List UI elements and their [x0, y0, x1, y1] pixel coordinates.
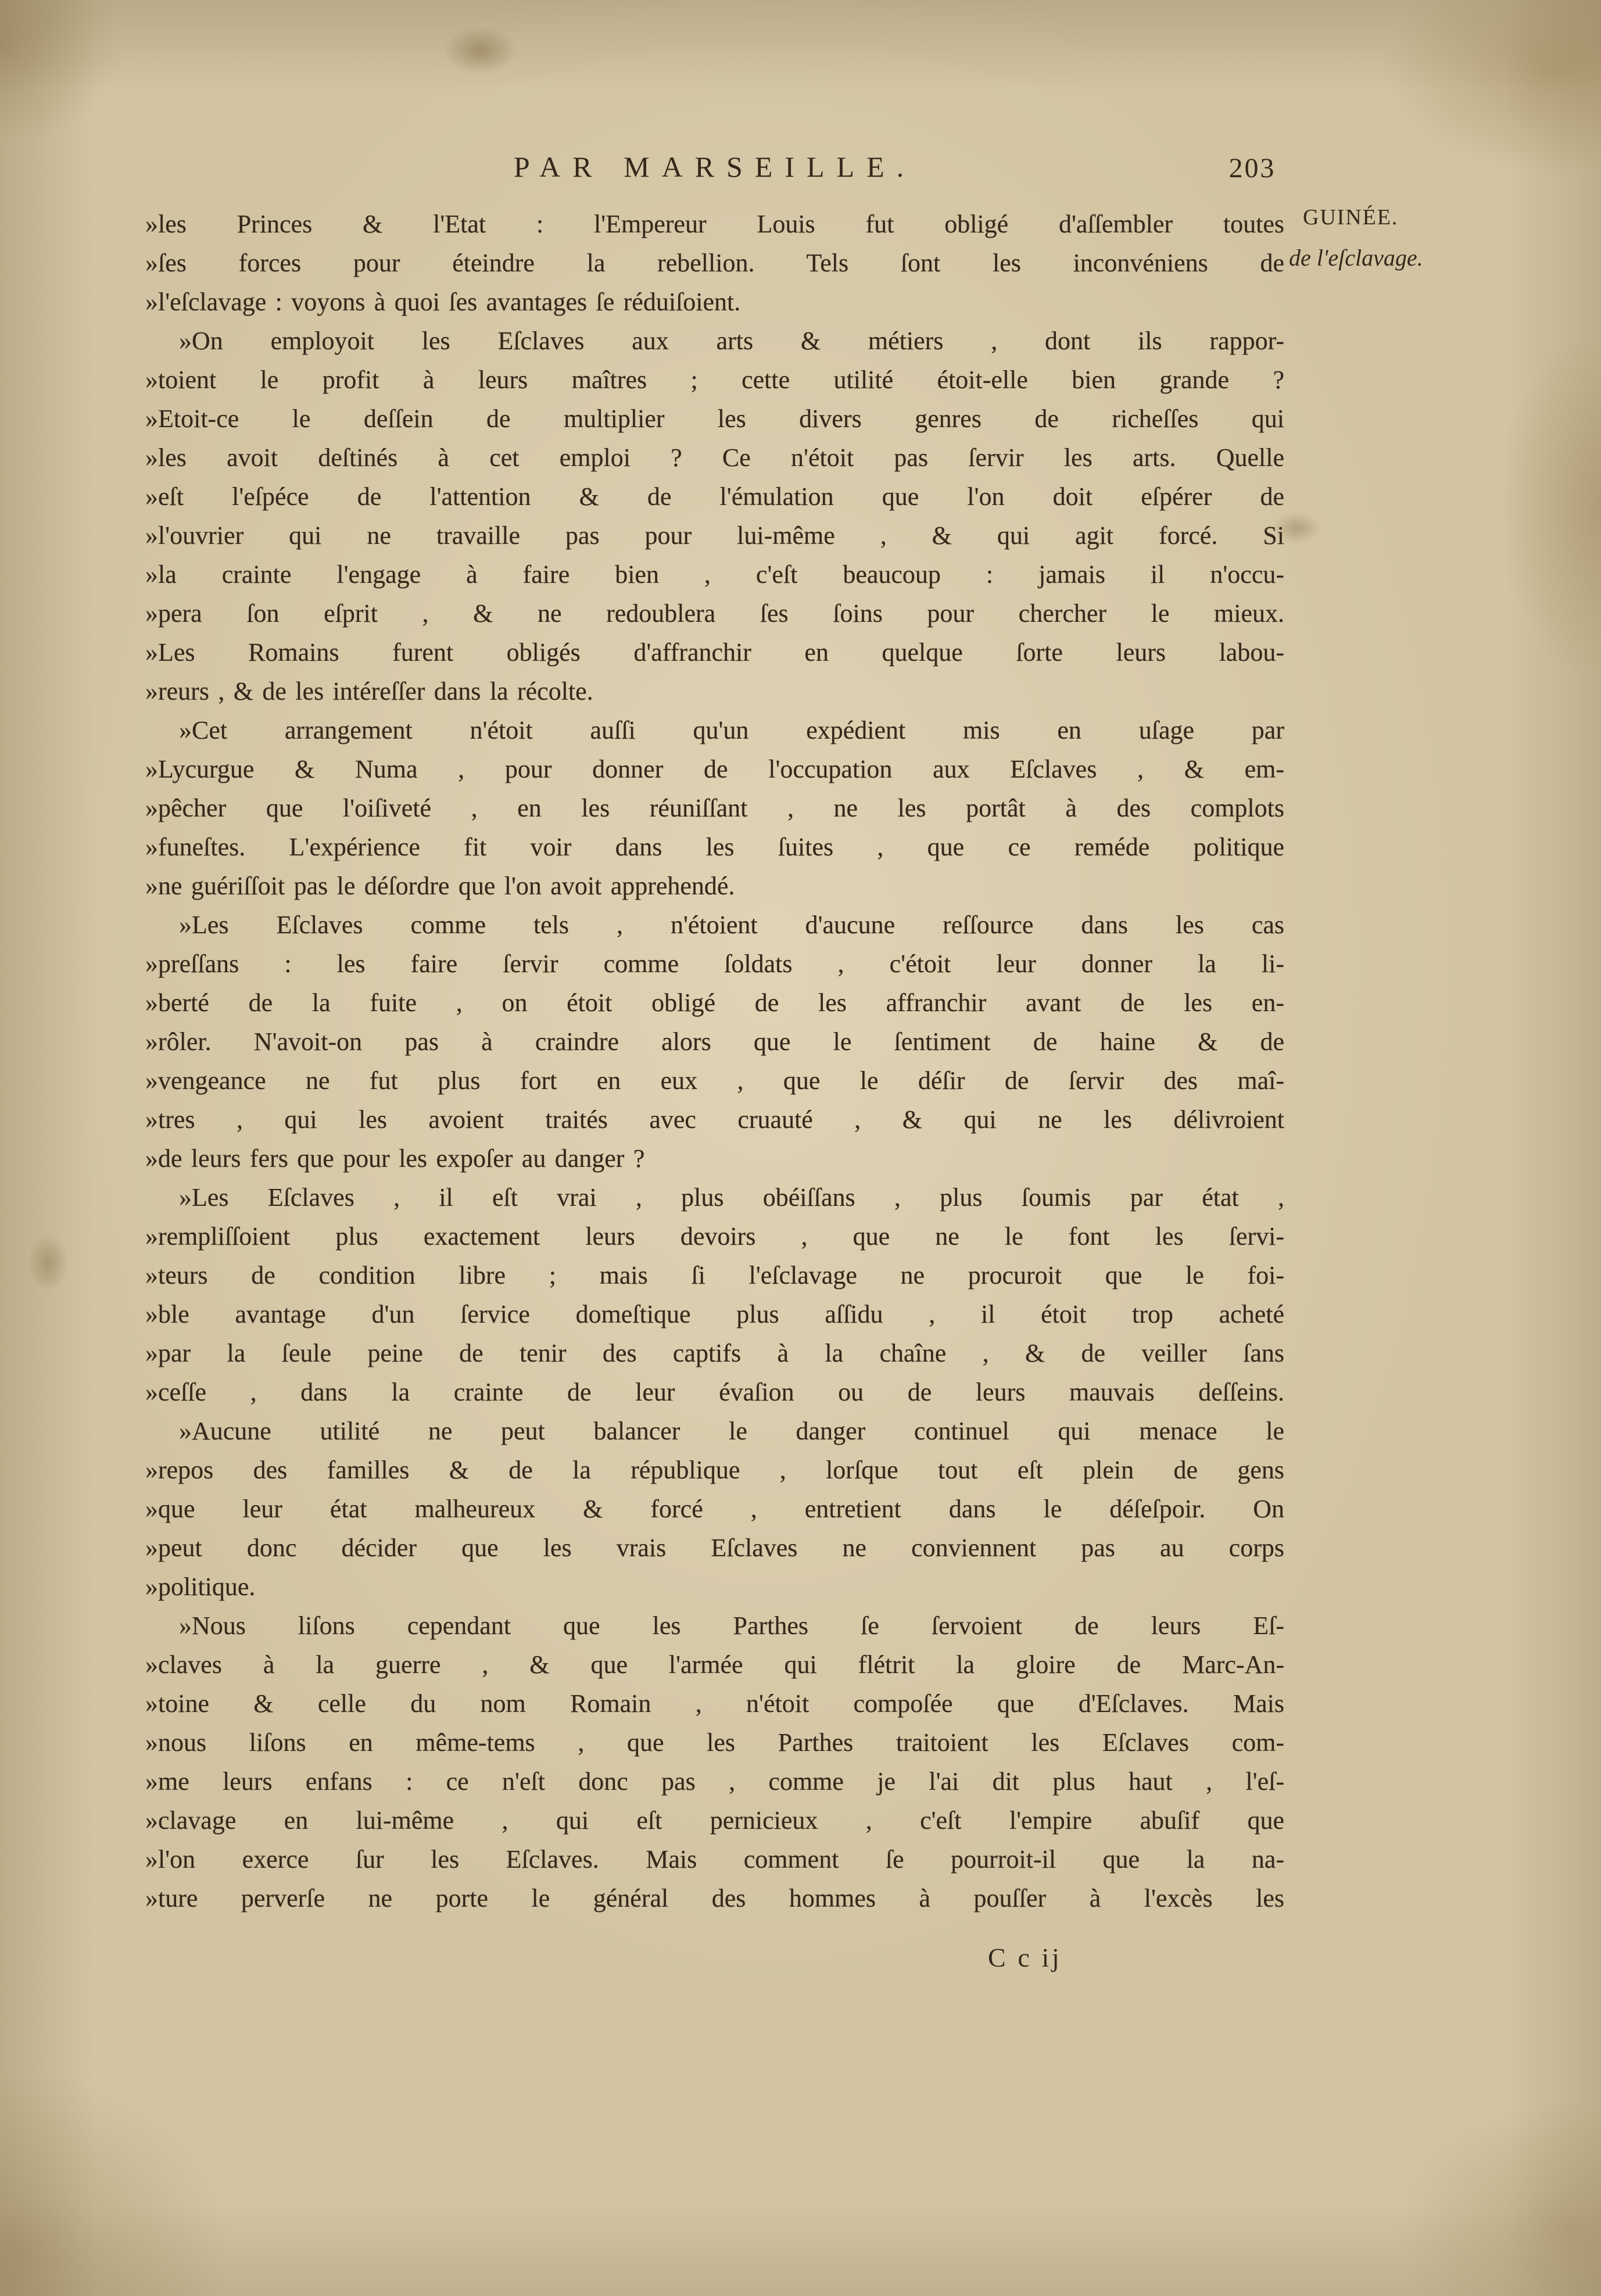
text-line: »peut donc décider que les vrais Eſclaves ne conviennent pas au corps: [145, 1534, 1284, 1562]
text-line: »Les Romains furent obligés d'affranchir en quelque ſorte leurs labou-: [145, 638, 1284, 667]
text-line: »les avoit deſtinés à cet emploi ? Ce n'étoit pas ſervir les arts. Quelle: [145, 443, 1284, 472]
text-line: »Cet arrangement n'étoit auſſi qu'un expédient mis en uſage par: [179, 716, 1284, 744]
text-line: »ceſſe , dans la crainte de leur évaſion ou de leurs mauvais deſſeins.: [145, 1378, 1284, 1406]
text-line: »Les Eſclaves comme tels , n'étoient d'aucune reſſource dans les cas: [179, 911, 1284, 939]
text-line: »ture perverſe ne porte le général des hommes à pouſſer à l'excès les: [145, 1884, 1284, 1912]
text-line: »claves à la guerre , & que l'armée qui flétrit la gloire de Marc-An-: [145, 1650, 1284, 1679]
text-line: »preſſans : les faire ſervir comme ſoldats , c'étoit leur donner la li-: [145, 950, 1284, 978]
text-line: »toient le profit à leurs maîtres ; cette utilité étoit-elle bien grande ?: [145, 366, 1284, 394]
text-line: »Les Eſclaves , il eſt vrai , plus obéiſſans , plus ſoumis par état ,: [179, 1183, 1284, 1212]
text-line: »l'ouvrier qui ne travaille pas pour lui-même , & qui agit forcé. Si: [145, 521, 1284, 550]
text-line: »clavage en lui-même , qui eſt pernicieux , c'eſt l'empire abuſif que: [145, 1806, 1284, 1835]
text-line: »politique.: [145, 1573, 256, 1601]
text-line: »que leur état malheureux & forcé , entretient dans le déſeſpoir. On: [145, 1495, 1284, 1523]
text-line: »On employoit les Eſclaves aux arts & métiers , dont ils rappor-: [179, 327, 1284, 355]
text-line: »berté de la fuite , on étoit obligé de les affranchir avant de les en-: [145, 988, 1284, 1017]
text-line: »tres , qui les avoient traités avec cruauté , & qui ne les délivroient: [145, 1105, 1284, 1134]
text-line: »les Princes & l'Etat : l'Empereur Louis fut obligé d'aſſembler toutes: [145, 210, 1284, 238]
text-line: »Aucune utilité ne peut balancer le danger continuel qui menace le: [179, 1417, 1284, 1445]
text-line: »Lycurgue & Numa , pour donner de l'occupation aux Eſclaves , & em-: [145, 755, 1284, 783]
text-line: »vengeance ne fut plus fort en eux , que le déſir de ſervir des maî-: [145, 1066, 1284, 1095]
text-line: »eſt l'eſpéce de l'attention & de l'émulation que l'on doit eſpérer de: [145, 482, 1284, 511]
text-line: »ſes forces pour éteindre la rebellion. Tels ſont les inconvéniens de: [145, 249, 1284, 277]
margin-note-guinee: GUINÉE.: [1303, 205, 1399, 230]
text-line: »nous liſons en même-tems , que les Parthes traitoient les Eſclaves com-: [145, 1728, 1284, 1757]
body-text: [145, 205, 1284, 1918]
text-line: »rempliſſoient plus exactement leurs devoirs , que ne le font les ſervi-: [145, 1222, 1284, 1251]
text-line: »funeſtes. L'expérience fit voir dans les ſuites , que ce reméde politique: [145, 833, 1284, 861]
running-head-title: PAR MARSEILLE.: [513, 151, 916, 183]
page-number: 203: [1228, 153, 1276, 184]
text-line: »pêcher que l'oiſiveté , en les réuniſſant , ne les portât à des complots: [145, 794, 1284, 822]
text-line: »ne guériſſoit pas le déſordre que l'on avoit apprehendé.: [145, 872, 735, 900]
signature-mark: C c ij: [988, 1943, 1062, 1972]
text-line: »la crainte l'engage à faire bien , c'eſt beaucoup : jamais il n'occu-: [145, 560, 1284, 589]
text-line: »teurs de condition libre ; mais ſi l'eſclavage ne procuroit que le foi-: [145, 1261, 1284, 1290]
text-line: »l'eſclavage : voyons à quoi ſes avantages ſe réduiſoient.: [145, 288, 741, 316]
text-line: »repos des familles & de la république , lorſque tout eſt plein de gens: [145, 1456, 1284, 1484]
text-line: »reurs , & de les intéreſſer dans la récolte.: [145, 677, 593, 705]
text-line: »pera ſon eſprit , & ne redoublera ſes ſoins pour chercher le mieux.: [145, 599, 1284, 628]
text-line: »me leurs enfans : ce n'eſt donc pas , comme je l'ai dit plus haut , l'eſ-: [145, 1767, 1284, 1796]
text-line: »toine & celle du nom Romain , n'étoit compoſée que d'Eſclaves. Mais: [145, 1689, 1284, 1718]
margin-note-subject: de l'eſclavage.: [1289, 245, 1423, 271]
text-line: »par la ſeule peine de tenir des captifs à la chaîne , & de veiller ſans: [145, 1339, 1284, 1367]
text-line: »Nous liſons cependant que les Parthes ſe ſervoient de leurs Eſ-: [179, 1611, 1284, 1640]
text-line: »Etoit-ce le deſſein de multiplier les divers genres de richeſſes qui: [145, 404, 1284, 433]
text-line: »l'on exerce ſur les Eſclaves. Mais comment ſe pourroit-il que la na-: [145, 1845, 1284, 1874]
text-line: »de leurs fers que pour les expoſer au danger ?: [145, 1144, 645, 1173]
text-line: »rôler. N'avoit-on pas à craindre alors que le ſentiment de haine & de: [145, 1027, 1284, 1056]
text-line: »ble avantage d'un ſervice domeſtique plus aſſidu , il étoit trop acheté: [145, 1300, 1284, 1328]
